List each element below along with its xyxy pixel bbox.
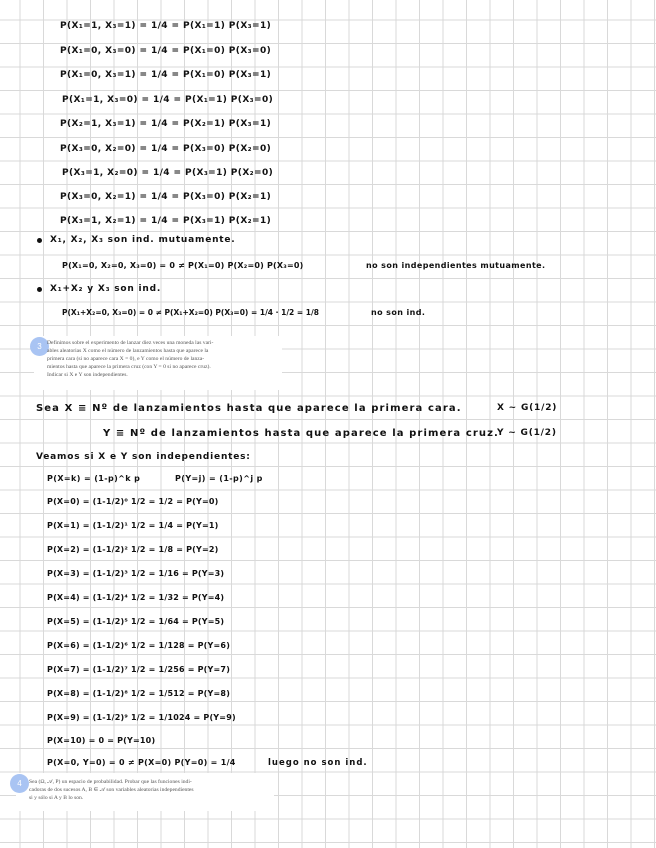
bullet-1-conclusion: no son independientes mutuamente.: [366, 261, 546, 270]
problem-4-number-badge: 4: [10, 774, 29, 793]
bullet-2-text: X₁+X₂ y X₃ son ind.: [50, 284, 162, 294]
probability-row: P(X=3) = (1-1/2)³ 1/2 = 1/16 = P(Y=3): [47, 569, 225, 578]
solution-3-line-3: Veamos si X e Y son independientes:: [36, 452, 251, 462]
probability-row: P(X=8) = (1-1/2)⁸ 1/2 = 1/512 = P(Y=8): [47, 689, 231, 698]
probability-row: P(X=0) = (1-1/2)⁰ 1/2 = 1/2 = P(Y=0): [47, 497, 219, 506]
equation-line: P(X₃=0, X₂=1) = 1/4 = P(X₃=0) P(X₂=1): [60, 192, 272, 202]
equation-line: P(X₃=1, X₂=0) = 1/4 = P(X₃=1) P(X₂=0): [62, 168, 274, 178]
statement-line: mientos hasta que aparece la primera cruz (con Y = 0 si no aparece cruz).: [47, 364, 211, 370]
probability-row: P(X=7) = (1-1/2)⁷ 1/2 = 1/256 = P(Y=7): [47, 665, 231, 674]
statement-line: Indicar si X e Y son independientes.: [47, 372, 128, 378]
bullet-1-text: X₁, X₂, X₃ son ind. mutuamente.: [50, 235, 236, 245]
statement-line: si y sólo si A y B lo son.: [29, 795, 84, 801]
problem-4-statement: [29, 778, 194, 802]
solution-3-final-conclusion: luego no son ind.: [268, 758, 368, 768]
equation-line: P(X₁=1, X₃=0) = 1/4 = P(X₁=1) P(X₃=0): [62, 95, 274, 105]
problem-3-number-badge: 3: [30, 337, 49, 356]
equation-line: P(X₁=0, X₃=1) = 1/4 = P(X₁=0) P(X₃=1): [60, 70, 272, 80]
equation-line: P(X₁=0, X₃=0) = 1/4 = P(X₁=0) P(X₃=0): [60, 46, 272, 56]
bullet-1-equation: P(X₁=0, X₂=0, X₃=0) = 0 ≠ P(X₁=0) P(X₂=0) P(X₃=0): [62, 261, 304, 270]
problem-3-statement: [47, 339, 213, 379]
formula-y: P(Y=j) = (1-p)^j p: [175, 474, 263, 483]
probability-row: P(X=2) = (1-1/2)² 1/2 = 1/8 = P(Y=2): [47, 545, 219, 554]
probability-row: P(X=9) = (1-1/2)⁹ 1/2 = 1/1024 = P(Y=9): [47, 713, 236, 722]
statement-line: Sea (Ω, 𝒜, P) un espacio de probabilidad. Probar que las funciones indi-: [29, 779, 192, 785]
probability-row: P(X=5) = (1-1/2)⁵ 1/2 = 1/64 = P(Y=5): [47, 617, 225, 626]
equation-line: P(X₁=1, X₃=1) = 1/4 = P(X₁=1) P(X₃=1): [60, 21, 272, 31]
equation-line: P(X₃=1, X₂=1) = 1/4 = P(X₃=1) P(X₂=1): [60, 216, 272, 226]
statement-line: cadoras de dos sucesos A, B ∈ 𝒜 son variables aleatorias independientes: [29, 787, 194, 793]
probability-row: P(X=4) = (1-1/2)⁴ 1/2 = 1/32 = P(Y=4): [47, 593, 225, 602]
statement-line: Definimos sobre el experimento de lanzar diez veces una moneda las vari-: [47, 340, 214, 346]
bullet-2-marker: [37, 287, 42, 292]
formula-x: P(X=k) = (1-p)^k p: [47, 474, 141, 483]
solution-3-line-1: Sea X ≡ Nº de lanzamientos hasta que aparece la primera cara.: [36, 403, 462, 414]
solution-3-x-distribution: X ~ G(1/2): [497, 403, 558, 413]
probability-row: P(X=10) = 0 = P(Y=10): [47, 736, 156, 745]
bullet-2-conclusion: no son ind.: [371, 308, 426, 317]
probability-row: P(X=6) = (1-1/2)⁶ 1/2 = 1/128 = P(Y=6): [47, 641, 231, 650]
statement-line: ables aleatorias X como el número de lanzamientos hasta que aparece la: [47, 348, 209, 354]
bullet-1-marker: [37, 238, 42, 243]
solution-3-line-2: Y ≡ Nº de lanzamientos hasta que aparece la primera cruz.: [103, 428, 499, 439]
probability-row: P(X=1) = (1-1/2)¹ 1/2 = 1/4 = P(Y=1): [47, 521, 219, 530]
solution-3-y-distribution: Y ~ G(1/2): [497, 428, 557, 438]
bullet-2-equation: P(X₁+X₂=0, X₃=0) = 0 ≠ P(X₁+X₂=0) P(X₃=0) = 1/4 · 1/2 = 1/8: [62, 308, 319, 317]
equation-line: P(X₃=0, X₂=0) = 1/4 = P(X₃=0) P(X₂=0): [60, 144, 272, 154]
equation-line: P(X₂=1, X₃=1) = 1/4 = P(X₂=1) P(X₃=1): [60, 119, 272, 129]
statement-line: primera cara (si no aparece cara X = 0), e Y como el número de lanza-: [47, 356, 205, 362]
solution-3-final-equation: P(X=0, Y=0) = 0 ≠ P(X=0) P(Y=0) = 1/4: [47, 758, 236, 767]
